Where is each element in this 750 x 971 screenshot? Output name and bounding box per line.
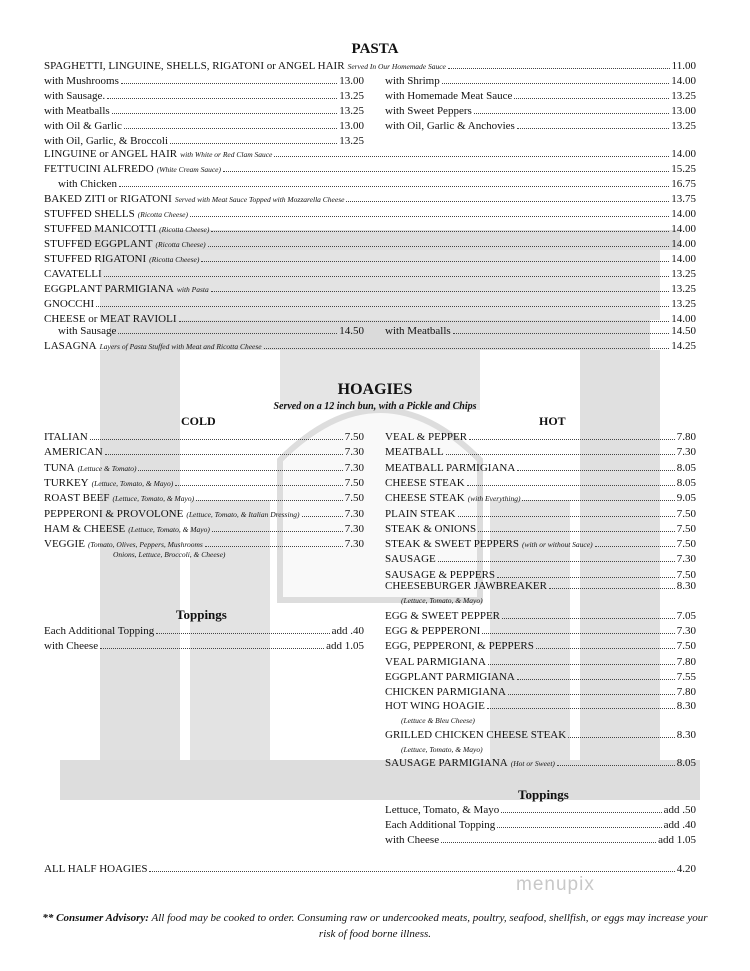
menupix-watermark: menupix <box>516 874 595 895</box>
half-hoagies-row: ALL HALF HOAGIES 4.20 <box>44 863 696 875</box>
hot-hoagie-row: SAUSAGE & PEPPERS 7.50 <box>385 568 696 581</box>
hot-hoagie-row: STEAK & ONIONS 7.50 <box>385 522 696 535</box>
veggie-cont-note: Onions, Lettuce, Broccoli, & Cheese) <box>113 550 226 559</box>
hoagie-sub-note: (Lettuce, Tomato, & Mayo) <box>401 596 483 605</box>
hot-hoagie-row: CHEESE STEAK 8.05 <box>385 476 696 489</box>
pasta-option-row: with Shrimp 14.00 <box>385 75 696 87</box>
pasta-main-row: SPAGHETTI, LINGUINE, SHELLS, RIGATONI or ANGEL HAIR Served In Our Homemade Sauce 11.00 <box>44 60 696 72</box>
pasta-item-row: LINGUINE or ANGEL HAIR with White or Red Clam Sauce 14.00 <box>44 148 696 160</box>
pasta-item-row: CAVATELLI 13.25 <box>44 268 696 280</box>
pasta-option-row: with Homemade Meat Sauce 13.25 <box>385 90 696 102</box>
pasta-item-row: with Chicken 16.75 <box>58 178 696 190</box>
pasta-item-row: STUFFED RIGATONI (Ricotta Cheese) 14.00 <box>44 253 696 265</box>
cold-hoagie-row: AMERICAN 7.30 <box>44 446 364 459</box>
cold-hoagie-row: TUNA (Lettuce & Tomato) 7.30 <box>44 461 364 474</box>
pasta-item-row: STUFFED MANICOTTI (Ricotta Cheese) 14.00 <box>44 223 696 235</box>
topping-row: with Cheese add 1.05 <box>385 834 696 846</box>
cold-hoagie-row: HAM & CHEESE (Lettuce, Tomato, & Mayo) 7.30 <box>44 522 364 535</box>
pasta-title: PASTA <box>351 41 399 57</box>
pasta-option-row: with Oil, Garlic & Anchovies 13.25 <box>385 120 696 132</box>
hot-hoagie-row: EGG, PEPPERONI, & PEPPERS 7.50 <box>385 640 696 652</box>
hoagies-title: HOAGIES <box>337 381 413 398</box>
pasta-item-row: EGGPLANT PARMIGIANA with Pasta 13.25 <box>44 283 696 295</box>
pasta-item-row: CHEESE or MEAT RAVIOLI 14.00 <box>44 313 696 325</box>
hoagies-subtitle: Served on a 12 inch bun, with a Pickle and Chips <box>273 401 477 412</box>
cold-hoagie-row: VEGGIE (Tomato, Olives, Peppers, Mushrooms 7.30 <box>44 538 364 551</box>
hot-hoagie-row: STEAK & SWEET PEPPERS (with or without Sauce) 7.50 <box>385 538 696 551</box>
pasta-option-row: with Sweet Peppers 13.00 <box>385 105 696 117</box>
cold-hoagie-row: PEPPERONI & PROVOLONE (Lettuce, Tomato, & Italian Dressing) 7.30 <box>44 507 364 520</box>
pasta-option-row: with Sausage. 13.25 <box>44 90 364 102</box>
hoagie-sub-note: (Lettuce & Bleu Cheese) <box>401 716 475 725</box>
topping-row: with Cheese add 1.05 <box>44 640 364 652</box>
toppings-left-title: Toppings <box>176 607 227 622</box>
pasta-option-row: with Mushrooms 13.00 <box>44 75 364 87</box>
hot-hoagie-row: GRILLED CHICKEN CHEESE STEAK 8.30 <box>385 729 696 741</box>
pasta-item-row: BAKED ZITI or RIGATONI Served with Meat Sauce Topped with Mozzarella Cheese 13.75 <box>44 193 696 205</box>
topping-row: Lettuce, Tomato, & Mayo add .50 <box>385 804 696 816</box>
pasta-item-row: STUFFED EGGPLANT (Ricotta Cheese) 14.00 <box>44 238 696 250</box>
hot-hoagie-row: CHEESEBURGER JAWBREAKER 8.30 <box>385 580 696 592</box>
hot-hoagie-row: SAUSAGE 7.30 <box>385 553 696 566</box>
hot-hoagie-row: VEAL & PEPPER 7.80 <box>385 431 696 443</box>
topping-row: Each Additional Topping add .40 <box>385 819 696 831</box>
hot-hoagie-row: HOT WING HOAGIE 8.30 <box>385 700 696 712</box>
cold-hoagie-row: ITALIAN 7.50 <box>44 431 364 443</box>
advisory-label: ** Consumer Advisory: <box>42 912 149 924</box>
pasta-item-row: STUFFED SHELLS (Ricotta Cheese) 14.00 <box>44 208 696 220</box>
hot-hoagie-row: SAUSAGE PARMIGIANA (Hot or Sweet) 8.05 <box>385 757 696 769</box>
pasta-item-row: FETTUCINI ALFREDO (White Cream Sauce) 15.25 <box>44 163 696 175</box>
pasta-option-row: with Meatballs 13.25 <box>44 105 364 117</box>
ravioli-meatballs-row: with Meatballs 14.50 <box>385 325 696 337</box>
cold-hoagie-row: ROAST BEEF (Lettuce, Tomato, & Mayo) 7.50 <box>44 492 364 505</box>
cold-hoagie-row: TURKEY (Lettuce, Tomato, & Mayo) 7.50 <box>44 476 364 489</box>
hot-hoagie-row: EGG & SWEET PEPPER 7.05 <box>385 610 696 622</box>
pasta-option-row: with Oil, Garlic, & Broccoli 13.25 <box>44 135 364 147</box>
advisory-text: All food may be cooked to order. Consuming raw or undercooked meats, poultry, seafood, shellfish, or eggs may increase your risk of food borne illness. <box>151 912 708 940</box>
hot-label: HOT <box>539 414 566 428</box>
hot-hoagie-row: EGGPLANT PARMIGIANA 7.55 <box>385 671 696 683</box>
consumer-advisory <box>40 910 710 942</box>
ravioli-sausage-row: with Sausage 14.50 <box>58 325 364 337</box>
cold-label: COLD <box>181 414 216 428</box>
topping-row: Each Additional Topping add .40 <box>44 625 364 637</box>
hot-hoagie-row: MEATBALL 7.30 <box>385 446 696 459</box>
pasta-item-row: GNOCCHI 13.25 <box>44 298 696 310</box>
toppings-right-title: Toppings <box>518 787 569 802</box>
hot-hoagie-row: PLAIN STEAK 7.50 <box>385 507 696 520</box>
pasta-option-row: with Oil & Garlic 13.00 <box>44 120 364 132</box>
lasagna-row: LASAGNA Layers of Pasta Stuffed with Meat and Ricotta Cheese 14.25 <box>44 340 696 352</box>
hot-hoagie-row: VEAL PARMIGIANA 7.80 <box>385 656 696 668</box>
hot-hoagie-row: CHICKEN PARMIGIANA 7.80 <box>385 686 696 698</box>
hot-hoagie-row: EGG & PEPPERONI 7.30 <box>385 625 696 637</box>
hoagie-sub-note: (Lettuce, Tomato, & Mayo) <box>401 745 483 754</box>
hot-hoagie-row: CHEESE STEAK (with Everything) 9.05 <box>385 492 696 505</box>
hot-hoagie-row: MEATBALL PARMIGIANA 8.05 <box>385 461 696 474</box>
